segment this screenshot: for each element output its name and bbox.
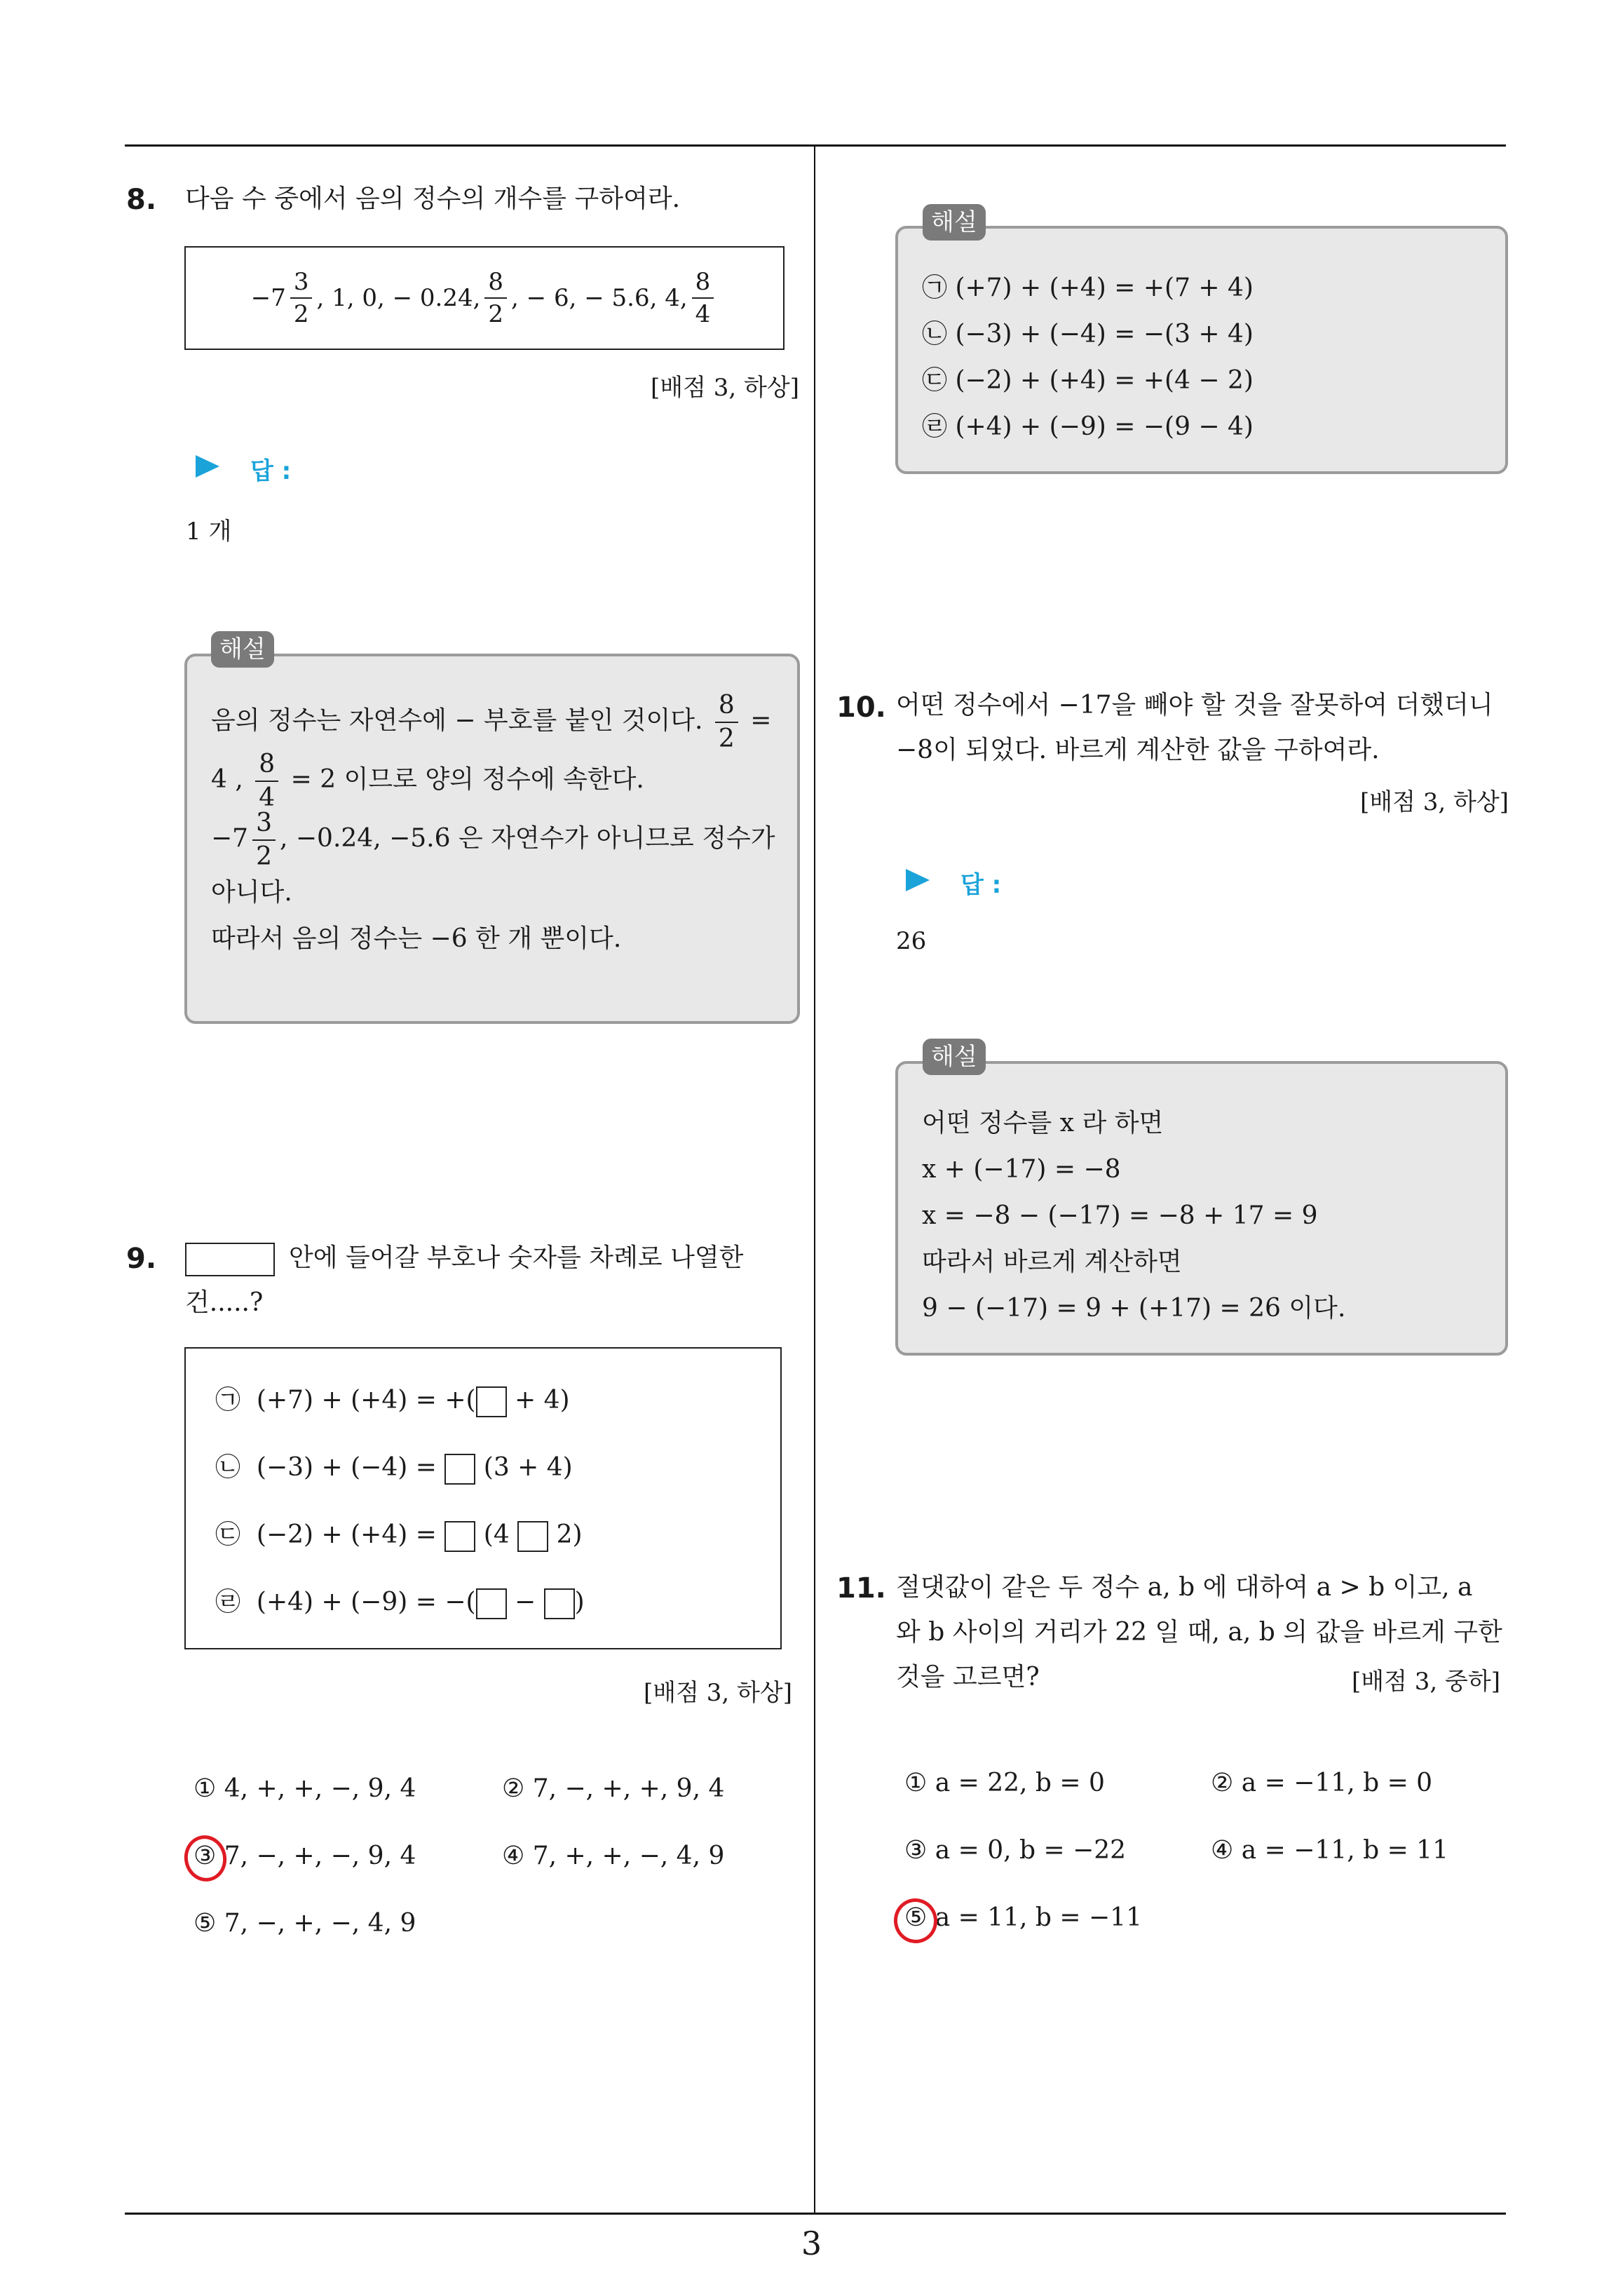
question-9-choice-2[interactable]: ② 7, −, +, +, 9, 4 [502, 1774, 725, 1803]
question-11-choice-2[interactable]: ② a = −11, b = 0 [1211, 1769, 1433, 1797]
question-11-text: 절댓값이 같은 두 정수 a, b 에 대하여 a > b 이고, a 와 b 사이의 거리가 22 일 때, a, b 의 값을 바르게 구한 것을 고르면? [896, 1573, 1502, 1691]
explanation-label: 해설 [923, 204, 986, 241]
explanation-line: ㉡ (−3) + (−4) = −(3 + 4) [922, 320, 1254, 349]
question-9-choice-1[interactable]: ① 4, +, +, −, 9, 4 [193, 1774, 416, 1803]
explanation-line: 따라서 바르게 계산하면 [922, 1248, 1182, 1276]
fraction: $\frac{8}{2}$ [484, 270, 507, 326]
fraction: $\frac{8}{2}$ [715, 693, 738, 752]
question-9-item: ㉠ (+7) + (+4) = +( + 4) [215, 1367, 780, 1434]
question-10-answer-header [904, 865, 1001, 900]
red-circle-mark [180, 1831, 231, 1885]
question-9-item: ㉡ (−3) + (−4) = (3 + 4) [215, 1434, 780, 1501]
explanation-line: x + (−17) = −8 [922, 1155, 1121, 1184]
explanation-line: 4 , $\frac{8}{4}$ = 2 이므로 양의 정수에 속한다. [211, 750, 644, 812]
question-10-number: 10. [836, 691, 886, 724]
explanation-line: ㉣ (+4) + (−9) = −(9 − 4) [922, 412, 1254, 441]
blank-box [444, 1521, 475, 1552]
play-triangle-icon [904, 867, 931, 899]
play-triangle-icon [194, 454, 221, 485]
blank-box [517, 1521, 548, 1552]
question-9-choice-4[interactable]: ④ 7, +, +, −, 4, 9 [502, 1842, 725, 1870]
explanation-line: 따라서 음의 정수는 −6 한 개 뿐이다. [211, 924, 622, 953]
column-divider [814, 144, 815, 2213]
question-10-answer: 26 [896, 927, 927, 955]
blank-box [444, 1454, 475, 1485]
question-9-items-box [184, 1347, 782, 1649]
question-8-points: [배점 3, 하상] [651, 374, 799, 402]
question-11-points: [배점 3, 중하] [1352, 1668, 1500, 1696]
explanation-line: ㉢ (−2) + (+4) = +(4 − 2) [922, 366, 1254, 395]
question-8-explanation-box [184, 654, 800, 1024]
blank-box [476, 1386, 507, 1417]
question-9-item: ㉢ (−2) + (+4) = (4 2) [215, 1501, 780, 1569]
question-10-explanation-box [895, 1061, 1508, 1356]
fraction: $\frac{3}{2}$ [252, 811, 276, 870]
explanation-label: 해설 [211, 631, 274, 668]
explanation-line: x = −8 − (−17) = −8 + 17 = 9 [922, 1201, 1318, 1230]
question-9-choice-3[interactable]: ③ 7, −, +, −, 9, 4 [193, 1842, 416, 1870]
question-8-given-numbers: −7 $\frac{3}{2}$ , 1, 0, − 0.24, $\frac{8}{2}$ , − 6, − 5.6, 4, $\frac{8}{4}$ [184, 246, 785, 350]
question-10-points: [배점 3, 하상] [1360, 788, 1509, 816]
question-10-text: 어떤 정수에서 −17을 빼야 할 것을 잘못하여 더했더니 −8이 되었다. 바르게 계산한 값을 구하여라. [896, 691, 1493, 764]
answer-label: 답 : [960, 871, 1002, 899]
question-8-answer-header [194, 452, 291, 486]
top-rule [125, 144, 1506, 147]
explanation-line: 9 − (−17) = 9 + (+17) = 26 이다. [922, 1294, 1346, 1323]
question-9-number: 9. [126, 1243, 157, 1275]
question-9-choice-5[interactable]: ⑤ 7, −, +, −, 4, 9 [193, 1909, 416, 1938]
question-8-number: 8. [126, 184, 157, 216]
question-8-text: 다음 수 중에서 음의 정수의 개수를 구하여라. [185, 184, 681, 213]
question-9-points: [배점 3, 하상] [644, 1679, 792, 1707]
question-8-answer: 1 개 [186, 518, 232, 546]
answer-label: 답 : [250, 457, 292, 485]
question-11-choice-5[interactable]: ⑤ a = 11, b = −11 [904, 1903, 1142, 1932]
bottom-rule [125, 2213, 1506, 2215]
fraction: $\frac{3}{2}$ [290, 270, 313, 326]
question-9-explanation-box [895, 226, 1508, 474]
explanation-line: 음의 정수는 자연수에 − 부호를 붙인 것이다. $\frac{8}{2}$ = [211, 691, 772, 753]
question-9-item: ㉣ (+4) + (−9) = −( − ) [215, 1569, 780, 1636]
page-number: 3 [801, 2224, 822, 2262]
explanation-line: 아니다. [211, 878, 292, 907]
question-11-choice-3[interactable]: ③ a = 0, b = −22 [904, 1836, 1127, 1865]
explanation-line: ㉠ (+7) + (+4) = +(7 + 4) [922, 274, 1254, 302]
fraction: $\frac{8}{4}$ [255, 752, 278, 811]
fraction: $\frac{8}{4}$ [692, 270, 714, 326]
question-11-choice-1[interactable]: ① a = 22, b = 0 [904, 1769, 1105, 1797]
blank-box [544, 1588, 575, 1619]
question-9-text: 안에 들어갈 부호나 숫자를 차례로 나열한 건.....? [185, 1243, 744, 1317]
explanation-line: −7 $\frac{3}{2}$ , −0.24, −5.6 은 자연수가 아니므로 정수가 [211, 809, 775, 871]
question-11-choice-4[interactable]: ④ a = −11, b = 11 [1211, 1836, 1448, 1865]
question-11-number: 11. [836, 1572, 886, 1605]
blank-box [476, 1588, 507, 1619]
blank-box [185, 1243, 275, 1276]
explanation-label: 해설 [923, 1039, 986, 1075]
explanation-line: 어떤 정수를 x 라 하면 [922, 1109, 1164, 1137]
